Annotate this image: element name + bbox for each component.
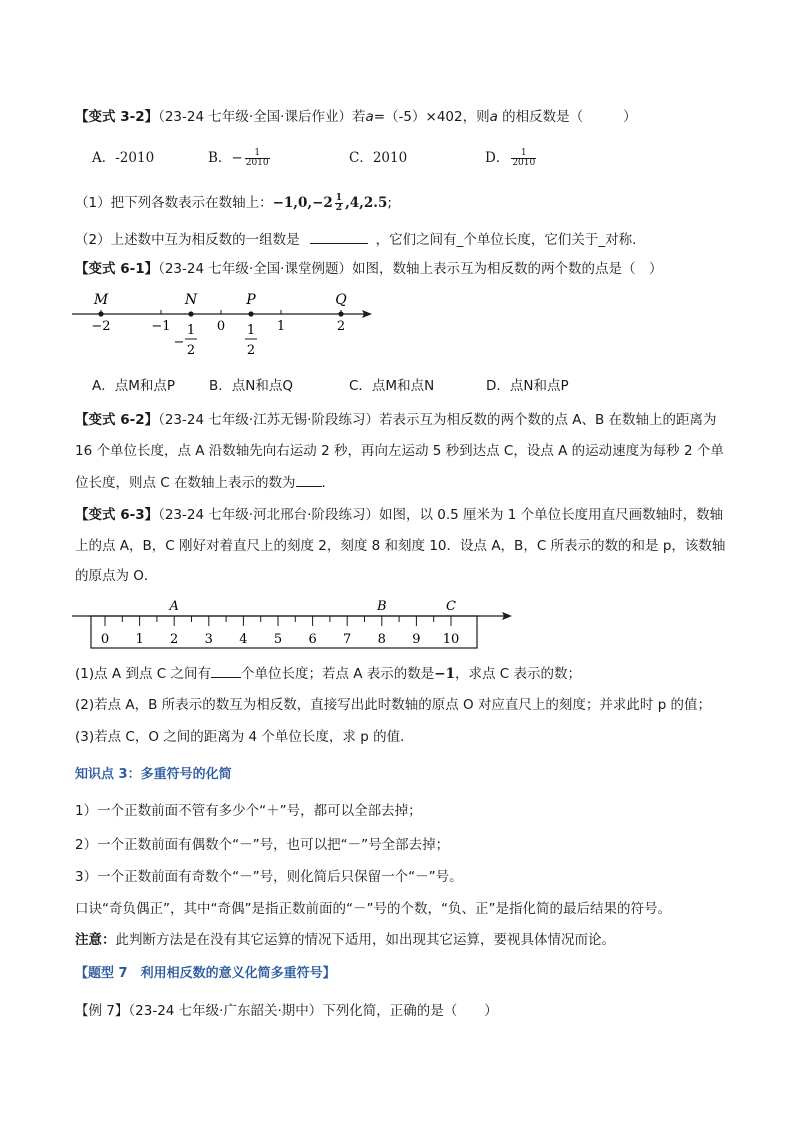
option-a: A．点M和点P	[92, 378, 176, 394]
option-a: A．-2010	[92, 150, 155, 166]
question-3-2: 【变式 3-2】（23-24 七年级·全国·课后作业）若a=（-5）×402，则a 的相反数是（ ）	[75, 109, 637, 125]
question-source: （23-24 七年级·广东韶关·期中）	[128, 1003, 323, 1019]
point-m	[98, 311, 103, 316]
axis-tick-label: −2	[91, 319, 111, 334]
question-source: （23-24 七年级·全国·课后作业）	[158, 109, 352, 125]
question-tag: 【变式 6-2】	[75, 412, 159, 428]
question-6-2-line-1: 【变式 6-2】（23-24 七年级·江苏无锡·阶段练习）若表示互为相反数的两个数的点 A、B 在数轴上的距离为	[75, 412, 717, 428]
ruler-tick-label: 8	[377, 632, 386, 647]
question-tag: 【变式 3-2】	[75, 109, 159, 125]
question-tag: 【变式 6-3】	[75, 507, 159, 523]
ruler-point-a: A	[169, 599, 179, 614]
ruler-figure	[66, 594, 516, 656]
axis-tick-label: 2	[336, 319, 346, 334]
question-source: （23-24 七年级·江苏无锡·阶段练习）	[158, 412, 379, 428]
fraction-denominator: 2	[186, 343, 196, 358]
ruler-point-b: B	[377, 599, 387, 614]
rhyme-text: 口诀“奇负偶正”，其中“奇偶”是指正数前面的“－”号的个数，“负、正”是指化简的最后结果的符号。	[75, 901, 671, 917]
rule-1: 1）一个正数前面不管有多少个“＋”号，都可以全部去掉；	[75, 803, 422, 819]
knowledge-point-title: 知识点 3：多重符号的化简	[75, 767, 232, 782]
sub-question-1: （1）把下列各数表示在数轴上：−1,0,−2 $\frac{1}{2}$ ,4,2.5;	[75, 193, 392, 213]
question-source: （23-24 七年级·全国·课堂例题）	[158, 261, 352, 277]
option-d: D． $\frac{1}{2010}$	[485, 148, 536, 168]
axis-tick-label: −1	[151, 319, 171, 334]
question-6-2-line-3: 位长度，则点 C 在数轴上表示的数为 .	[75, 472, 326, 493]
ruler-tick-label: 10	[442, 632, 460, 647]
point-label-n: N	[184, 292, 198, 308]
point-n	[188, 311, 193, 316]
fraction-numerator: 1	[186, 323, 196, 338]
option-b: B．点N和点Q	[209, 378, 293, 394]
ruler-tick-label: 6	[308, 632, 317, 647]
question-6-2-line-2: 16 个单位长度，点 A 沿数轴先向右运动 2 秒，再向左运动 5 秒到达点 C，设点 A 的运动速度为每秒 2 个单	[75, 443, 724, 459]
note-text: 注意：此判断方法是在没有其它运算的情况下适用，如出现其它运算，要视具体情况而论。	[75, 932, 615, 948]
fraction-numerator: 1	[246, 323, 256, 338]
option-c: C．2010	[349, 150, 408, 166]
point-p	[248, 311, 253, 316]
question-6-3-line-3: 的原点为 O．	[75, 568, 158, 584]
question-6-3-part-3: (3)若点 C，O 之间的距离为 4 个单位长度，求 p 的值．	[75, 729, 414, 745]
question-tag: 【例 7】	[75, 1003, 129, 1019]
question-6-3-line-2: 上的点 A，B，C 刚好对着直尺上的刻度 2，刻度 8 和刻度 10．设点 A，B，C 所表示的数的和是 p，该数轴	[75, 538, 726, 554]
rule-2: 2）一个正数前面有偶数个“－”号，也可以把“－”号全部去掉；	[75, 837, 450, 853]
answer-blank	[296, 472, 322, 487]
example-7: 【例 7】（23-24 七年级·广东韶关·期中）下列化简，正确的是（ ）	[75, 1003, 498, 1019]
point-label-q: Q	[335, 292, 347, 308]
ruler-point-c: C	[446, 599, 456, 614]
ruler-tick-label: 7	[343, 632, 352, 647]
question-type-title: 【题型 7 利用相反数的意义化简多重符号】	[75, 966, 336, 981]
option-b: B．− $\frac{1}{2010}$	[208, 148, 269, 168]
rule-3: 3）一个正数前面有奇数个“－”号，则化简后只保留一个“－”号。	[75, 869, 463, 885]
ruler-tick-label: 4	[239, 632, 248, 647]
question-6-3-part-2: (2)若点 A，B 所表示的数互为相反数，直接写出此时数轴的原点 O 对应直尺上的刻度；并求此时 p 的值；	[75, 697, 712, 713]
number-line-figure	[66, 286, 386, 366]
fraction-sign: −	[173, 335, 185, 350]
ruler-tick-label: 0	[100, 632, 110, 647]
ruler-tick-label: 3	[204, 632, 213, 647]
fraction-denominator: 2	[246, 343, 256, 358]
question-source: （23-24 七年级·河北邢台·阶段练习）	[158, 507, 379, 523]
ruler-tick-label: 2	[170, 632, 179, 647]
point-label-m: M	[93, 292, 109, 308]
question-6-3-part-1: (1)点 A 到点 C 之间有 个单位长度；若点 A 表示的数是−1，求点 C 表示的数；	[75, 663, 581, 684]
axis-tick-label: 0	[216, 319, 226, 334]
question-6-1: 【变式 6-1】（23-24 七年级·全国·课堂例题）如图，数轴上表示互为相反数的两个数的点是（ ）	[75, 261, 663, 277]
axis-tick-label: 1	[276, 319, 286, 334]
point-q	[338, 311, 343, 316]
ruler-tick-label: 5	[273, 632, 283, 647]
answer-blank	[310, 229, 368, 244]
answer-blank	[211, 663, 241, 678]
ruler-tick-label: 9	[412, 632, 421, 647]
sub-question-2: （2）上述数中互为相反数的一组数是 ，它们之间有_个单位长度，它们关于_对称．	[75, 229, 646, 250]
ruler-tick-label: 1	[135, 632, 144, 647]
question-tag: 【变式 6-1】	[75, 261, 159, 277]
option-c: C．点M和点N	[349, 378, 435, 394]
option-d: D．点N和点P	[486, 378, 569, 394]
point-label-p: P	[246, 292, 256, 308]
question-6-3-line-1: 【变式 6-3】（23-24 七年级·河北邢台·阶段练习）如图，以 0.5 厘米为 1 个单位长度用直尺画数轴时，数轴	[75, 507, 724, 523]
